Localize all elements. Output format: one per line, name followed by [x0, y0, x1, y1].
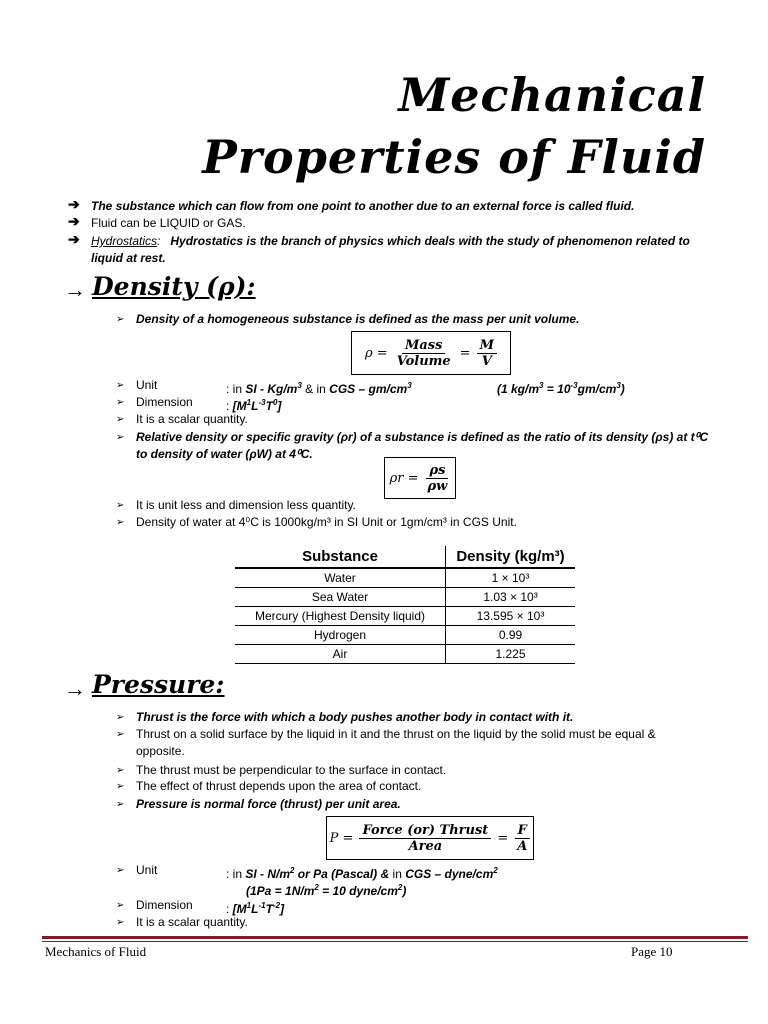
- hydrostatics-term: Hydrostatics: [91, 234, 158, 248]
- pressure-scalar: It is a scalar quantity.: [136, 915, 248, 929]
- formula-denominator-2: A: [517, 838, 528, 854]
- formula-denominator: Volume: [396, 353, 451, 369]
- pressure-unit-conversion: ($1Pa = 1N/m^2 = 10$ dyne/$cm^2$): [246, 883, 407, 898]
- arrow-bullet-icon: ➔: [68, 213, 80, 229]
- page-number: Page 10: [631, 944, 673, 959]
- chevron-bullet-icon: ➢: [116, 729, 125, 740]
- pressure-dimension-label: Dimension: [136, 898, 193, 912]
- page-title-line1: Mechanical: [398, 68, 706, 122]
- footer-rule-thin: [42, 941, 748, 942]
- density-table: [235, 546, 575, 664]
- pressure-definition: Pressure is normal force (thrust) per unit area.: [136, 797, 401, 811]
- hydrostatics-definition-cont: liquid at rest.: [91, 251, 166, 265]
- density-dimension-value: : $[M^1L^{-3}T^0]$: [226, 398, 282, 413]
- table-cell: 0.99: [446, 626, 576, 645]
- density-unit-value: : in SI - $Kg/m^3$ & in CGS – $gm/cm^3$: [226, 381, 412, 396]
- thrust-equal: Thrust on a solid surface by the liquid in it and the thrust on the liquid by the solid must be equal &: [136, 727, 656, 741]
- pressure-unit-label: Unit: [136, 863, 158, 877]
- density-definition: Density of a homogeneous substance is defined as the mass per unit volume.: [136, 312, 580, 326]
- thrust-equal-cont: opposite.: [136, 744, 185, 758]
- density-formula: [351, 331, 511, 375]
- chevron-bullet-icon: ➢: [116, 397, 125, 408]
- formula-lhs: P =: [329, 830, 354, 846]
- footer-title: Mechanics of Fluid: [45, 944, 147, 959]
- formula-numerator: Mass: [402, 338, 445, 354]
- pressure-dimension-value: : $[M^1L^{-1}T^{-2}]$: [226, 901, 285, 916]
- pressure-formula: [326, 816, 534, 860]
- relative-density-formula: [384, 457, 456, 499]
- chevron-bullet-icon: ➢: [116, 781, 125, 792]
- arrow-bullet-icon: ➔: [68, 196, 80, 212]
- formula-denominator: ρw: [427, 478, 448, 494]
- thrust-perpendicular: The thrust must be perpendicular to the surface in contact.: [136, 763, 447, 777]
- table-cell: 13.595 × 10³: [446, 607, 576, 626]
- formula-fraction: [359, 823, 491, 854]
- footer-rule: [42, 936, 748, 939]
- table-row: [235, 588, 575, 607]
- chevron-bullet-icon: ➢: [116, 432, 125, 443]
- chevron-bullet-icon: ➢: [116, 314, 125, 325]
- chevron-bullet-icon: ➢: [116, 900, 125, 911]
- thrust-effect: The effect of thrust depends upon the area of contact.: [136, 779, 422, 793]
- hydrostatics-definition: Hydrostatics is the branch of physics which deals with the study of phenomenon related to: [170, 234, 690, 248]
- chevron-bullet-icon: ➢: [116, 500, 125, 511]
- arrow-bullet-icon: ➔: [68, 231, 80, 247]
- formula-fraction-2: [477, 338, 497, 369]
- table-row: [235, 568, 575, 588]
- fluid-types: Fluid can be LIQUID or GAS.: [91, 216, 246, 230]
- formula-denominator-2: V: [481, 353, 492, 369]
- table-cell: 1.225: [446, 645, 576, 664]
- formula-denominator: Area: [408, 838, 443, 854]
- chevron-bullet-icon: ➢: [116, 865, 125, 876]
- formula-fraction-2: [514, 823, 530, 854]
- density-scalar: It is a scalar quantity.: [136, 412, 248, 426]
- table-cell: Sea Water: [235, 588, 446, 607]
- fluid-definition: The substance which can flow from one point to another due to an external force is called fluid.: [91, 199, 635, 213]
- thrust-definition: Thrust is the force with which a body pushes another body in contact with it.: [136, 710, 574, 724]
- chevron-bullet-icon: ➢: [116, 380, 125, 391]
- table-cell: Hydrogen: [235, 626, 446, 645]
- page-title-line2: Properties of Fluid: [202, 130, 706, 184]
- table-header-row: [235, 546, 575, 568]
- relative-density-definition-cont: to density of water (ρW) at 4⁰C.: [136, 447, 313, 461]
- table-row: [235, 645, 575, 664]
- formula-numerator: Force (or) Thrust: [359, 823, 491, 839]
- chevron-bullet-icon: ➢: [116, 712, 125, 723]
- formula-equals: =: [459, 345, 471, 361]
- unitless-statement: It is unit less and dimension less quantity.: [136, 498, 356, 512]
- table-header-substance: Substance: [235, 546, 446, 568]
- density-heading: Density (ρ):: [92, 272, 256, 301]
- chevron-bullet-icon: ➢: [116, 799, 125, 810]
- hydrostatics-line: Hydrostatics: Hydrostatics is the branch of physics which deals with the study of phenomenon related to: [91, 234, 690, 248]
- table-cell: Water: [235, 568, 446, 588]
- table-cell: Mercury (Highest Density liquid): [235, 607, 446, 626]
- density-unit-label: Unit: [136, 378, 158, 392]
- density-unit-conversion: (1 $kg/m^3 = 10^{-3}gm/cm^3$): [497, 381, 625, 396]
- table-cell: Air: [235, 645, 446, 664]
- formula-lhs: ρ =: [365, 345, 388, 361]
- chevron-bullet-icon: ➢: [116, 414, 125, 425]
- formula-numerator: ρs: [426, 463, 448, 479]
- formula-fraction: [394, 338, 454, 369]
- chevron-bullet-icon: ➢: [116, 917, 125, 928]
- water-density-statement: Density of water at 4⁰C is 1000kg/m³ in SI Unit or 1gm/cm³ in CGS Unit.: [136, 515, 517, 529]
- table-row: [235, 607, 575, 626]
- table-cell: 1.03 × 10³: [446, 588, 576, 607]
- formula-numerator-2: F: [515, 823, 530, 839]
- relative-density-definition: Relative density or specific gravity (ρr) of a substance is defined as the ratio of its density (ρs) at t⁰C: [136, 430, 709, 444]
- formula-lhs: ρr =: [389, 470, 419, 486]
- formula-equals: =: [497, 830, 509, 846]
- table-cell: 1 × 10³: [446, 568, 576, 588]
- section-arrow-icon: →: [64, 277, 86, 302]
- formula-numerator-2: M: [477, 338, 497, 354]
- chevron-bullet-icon: ➢: [116, 765, 125, 776]
- section-arrow-icon: →: [64, 676, 86, 701]
- chevron-bullet-icon: ➢: [116, 517, 125, 528]
- table-row: [235, 626, 575, 645]
- density-dimension-label: Dimension: [136, 395, 193, 409]
- formula-fraction: [425, 463, 451, 494]
- pressure-heading: Pressure:: [92, 670, 225, 699]
- pressure-unit-value: : in SI - $N/m^2$ or Pa (Pascal) & in CGS – dyne/$cm^2$: [226, 866, 498, 881]
- table-header-density: Density (kg/m³): [446, 546, 576, 568]
